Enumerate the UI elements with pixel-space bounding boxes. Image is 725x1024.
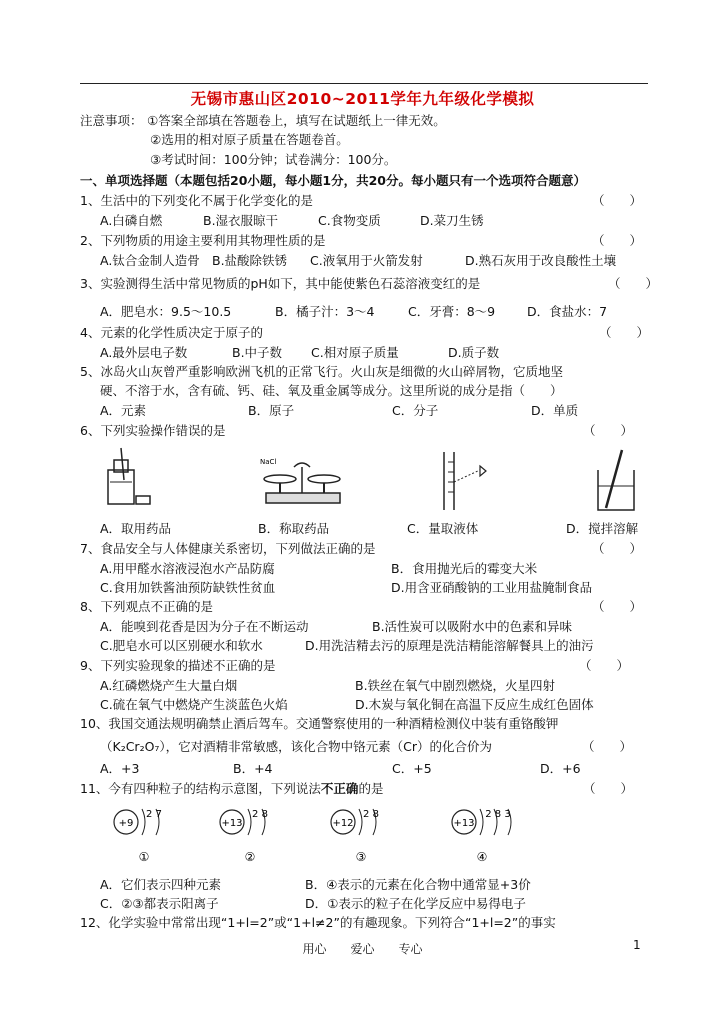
q10-stem-line1: 10、我国交通法规明确禁止酒后驾车。交通警察使用的一种酒精检测仪中装有重铬酸钾 [80,716,559,731]
q2-option-d: D.熟石灰用于改良酸性土壤 [465,253,617,268]
q11-option-a: A．它们表示四种元素 [100,877,222,892]
electron-shells: 2 7 [146,809,162,820]
q11-option-d: D．①表示的粒子在化学反应中易得电子 [305,896,526,911]
q11-option-b: B．④表示的元素在化合物中通常显+3价 [305,877,531,892]
q5-stem-line1: 5、冰岛火山灰曾严重影响欧洲飞机的正常飞行。火山灰是细微的火山碎屑物，它质地坚 [80,364,563,379]
diagram-label: ④ [476,850,488,864]
answer-paren: （ ） [579,658,630,673]
answer-paren: （ ） [583,781,634,796]
q6-option-a: A．取用药品 [100,521,172,536]
notes-label: 注意事项： [80,113,143,128]
electron-shells: 2 8 [252,809,268,820]
q9-option-d: D.木炭与氧化铜在高温下反应生成红色固体 [355,697,594,712]
answer-paren: （ ） [592,541,643,556]
stirring-beaker-figure [592,448,642,512]
q3-option-a: A．肥皂水：9.5～10.5 [100,304,232,319]
answer-paren: （ ） [592,233,643,248]
q3-option-b: B．橘子汁：3～4 [275,304,375,319]
q12-stem: 12、化学实验中常常出现“1+l=2”或“1+l≠2”的有趣现象。下列符合“1+l=2”的事实 [80,915,556,930]
q1-option-d: D.菜刀生锈 [420,213,484,228]
q9-option-b: B.铁丝在氧气中剧烈燃烧，火星四射 [355,678,556,693]
nucleus-charge: +13 [221,818,243,829]
q5-option-d: D．单质 [531,403,579,418]
q2-stem: 2、下列物质的用途主要利用其物理性质的是 [80,233,326,248]
take-reagent-figure [100,440,160,510]
q2-option-a: A.钛合金制人造骨 [100,253,200,268]
q1-option-c: C.食物变质 [318,213,381,228]
header-rule [80,83,648,84]
nucleus-charge: +12 [332,818,354,829]
diagram-label: ③ [355,850,367,864]
q1-stem: 1、生活中的下列变化不属于化学变化的是 [80,193,313,208]
page-footer: 用心 爱心 专心 [302,942,423,956]
q10-option-d: D．+6 [540,761,581,776]
q11-option-c: C．②③都表示阳离子 [100,896,219,911]
page-number: 1 [633,938,641,952]
q2-option-b: B.盐酸除铁锈 [212,253,288,268]
q8-option-b: B.活性炭可以吸附水中的色素和异味 [372,619,573,634]
nacl-label: NaCl [260,458,277,466]
q9-stem: 9、下列实验现象的描述不正确的是 [80,658,276,673]
q1-option-b: B.湿衣服晾干 [203,213,279,228]
q6-option-b: B．称取药品 [258,521,330,536]
q3-option-c: C．牙膏：8～9 [408,304,496,319]
q7-option-c: C.食用加铁酱油预防缺铁性贫血 [100,580,276,595]
electron-shells: 2 8 [363,809,379,820]
nucleus-charge: +13 [453,818,475,829]
atom-structure-diagram-2 [216,805,286,867]
q8-stem: 8、下列观点不正确的是 [80,599,213,614]
graduated-cylinder-figure [440,452,500,512]
q7-option-b: B．食用抛光后的霉变大米 [391,561,538,576]
q7-stem: 7、食品安全与人体健康关系密切，下列做法正确的是 [80,541,376,556]
diagram-label: ② [244,850,256,864]
atom-structure-diagram-3 [327,805,397,867]
q4-stem: 4、元素的化学性质决定于原子的 [80,325,263,340]
q1-option-a: A.白磷自燃 [100,213,163,228]
nucleus-charge: +9 [118,818,134,829]
q10-option-b: B．+4 [233,761,273,776]
q8-option-d: D.用洗洁精去污的原理是洗洁精能溶解餐具上的油污 [305,638,594,653]
q6-option-c: C．量取液体 [407,521,479,536]
q7-option-d: D.用含亚硝酸钠的工业用盐腌制食品 [391,580,593,595]
balance-figure [258,455,348,510]
atom-structure-diagram-4 [448,805,532,867]
note-item: ②选用的相对原子质量在答题卷首。 [150,132,349,147]
q10-stem-line2: （K₂Cr₂O₇），它对酒精非常敏感，该化合物中铬元素（Cr）的化合价为 [100,739,493,754]
electron-shells: 2 8 3 [485,809,511,820]
q4-option-a: A.最外层电子数 [100,345,188,360]
answer-paren: （ ） [592,193,643,208]
q6-option-d: D．搅拌溶解 [566,521,639,536]
q9-option-c: C.硫在氧气中燃烧产生淡蓝色火焰 [100,697,288,712]
q6-stem: 6、下列实验操作错误的是 [80,423,226,438]
note-item: ①答案全部填在答题卷上，填写在试题纸上一律无效。 [147,113,446,128]
q4-option-b: B.中子数 [232,345,283,360]
q9-option-a: A.红磷燃烧产生大量白烟 [100,678,238,693]
q10-option-a: A．+3 [100,761,140,776]
answer-paren: （ ） [599,325,650,340]
page-title: 无锡市惠山区2010~2011学年九年级化学模拟 [190,90,535,108]
q10-option-c: C．+5 [392,761,432,776]
section-heading: 一、单项选择题（本题包括20小题，每小题1分，共20分。每小题只有一个选项符合题意） [80,173,586,188]
q11-stem [80,779,383,797]
q8-option-a: A．能嗅到花香是因为分子在不断运动 [100,619,309,634]
answer-paren: （ ） [592,599,643,614]
q3-stem: 3、实验测得生活中常见物质的pH如下，其中能使紫色石蕊溶液变红的是 [80,276,481,291]
answer-paren: （ ） [583,423,634,438]
q4-option-d: D.质子数 [448,345,500,360]
q4-option-c: C.相对原子质量 [311,345,399,360]
answer-paren: （ ） [582,739,633,754]
q8-option-c: C.肥皂水可以区别硬水和软水 [100,638,263,653]
q5-stem-line2: 硬、不溶于水，含有硫、钙、硅、氧及重金属等成分。这里所说的成分是指（ ） [100,383,563,398]
q5-option-c: C．分子 [392,403,439,418]
q7-option-a: A.用甲醛水溶液浸泡水产品防腐 [100,561,275,576]
q5-option-a: A．元素 [100,403,147,418]
answer-paren: （ ） [608,276,659,291]
q11-stem-emphasis: 不正确 [320,781,359,796]
q3-option-d: D．食盐水：7 [527,304,608,319]
diagram-label: ① [138,850,150,864]
q2-option-c: C.液氧用于火箭发射 [310,253,423,268]
q11-stem-post: 的是 [358,781,384,796]
note-item: ③考试时间：100分钟；试卷满分：100分。 [150,152,397,167]
q11-stem-pre: 11、今有四种粒子的结构示意图，下列说法 [80,781,321,796]
q5-option-b: B．原子 [248,403,295,418]
atom-structure-diagram-1 [110,805,180,867]
